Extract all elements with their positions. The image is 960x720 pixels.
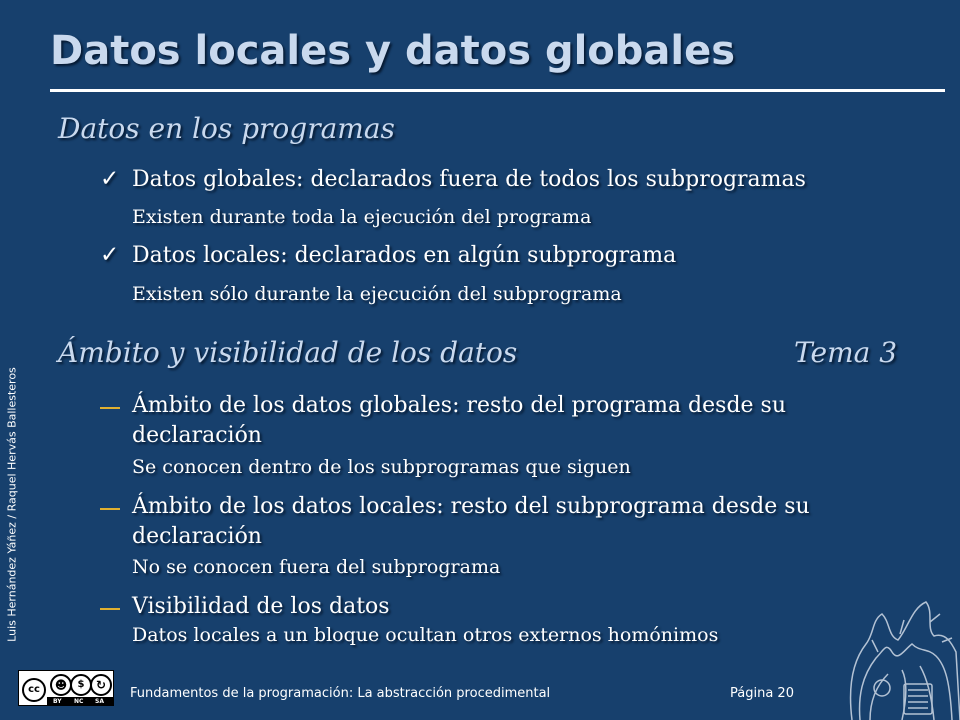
title-divider [50, 89, 945, 92]
slide-title: Datos locales y datos globales [50, 28, 736, 74]
item-ambito-locales-cont: declaración [132, 524, 262, 549]
dash-bullet-icon [100, 407, 120, 409]
cc-logo-icon: cc [22, 678, 46, 702]
item-visibilidad: Visibilidad de los datos [132, 594, 390, 619]
license-by-label: BY [53, 698, 62, 705]
dash-bullet-icon [100, 608, 120, 610]
item-datos-locales-detail: Existen sólo durante la ejecución del subprograma [132, 283, 622, 305]
license-nc-label: NC [74, 698, 84, 705]
creative-commons-by-nc-sa-icon [18, 670, 114, 706]
check-icon: ✓ [100, 166, 120, 192]
page-number: Página 20 [730, 686, 794, 701]
item-ambito-globales-cont: declaración [132, 423, 262, 448]
item-ambito-locales-detail: No se conocen fuera del subprograma [132, 556, 501, 578]
university-seal-icon [842, 592, 960, 720]
item-ambito-locales: Ámbito de los datos locales: resto del subprograma desde su [132, 494, 810, 519]
section-heading-ambito-text: Ámbito y visibilidad de los datos [58, 336, 518, 369]
share-alike-icon: ↻ [90, 674, 112, 696]
item-datos-globales: Datos globales: declarados fuera de todos los subprogramas [132, 167, 806, 192]
item-ambito-globales-detail: Se conocen dentro de los subprogramas que siguen [132, 456, 631, 478]
section-heading-ambito [58, 336, 898, 369]
topic-reference: Tema 3 [794, 336, 898, 369]
author-credits: Luis Hernández Yáñez / Raquel Hervás Ballesteros [5, 367, 19, 642]
footer-course-title: Fundamentos de la programación: La abstracción procedimental [130, 686, 551, 701]
section-heading-datos: Datos en los programas [58, 112, 395, 145]
non-commercial-icon: $ [70, 674, 92, 696]
dash-bullet-icon [100, 508, 120, 510]
item-ambito-globales: Ámbito de los datos globales: resto del programa desde su [132, 393, 787, 418]
item-datos-globales-detail: Existen durante toda la ejecución del programa [132, 206, 592, 228]
item-datos-locales: Datos locales: declarados en algún subprograma [132, 243, 677, 268]
license-sa-label: SA [95, 698, 104, 705]
item-visibilidad-detail: Datos locales a un bloque ocultan otros externos homónimos [132, 624, 719, 646]
check-icon: ✓ [100, 242, 120, 268]
attribution-icon: ☻ [50, 674, 72, 696]
